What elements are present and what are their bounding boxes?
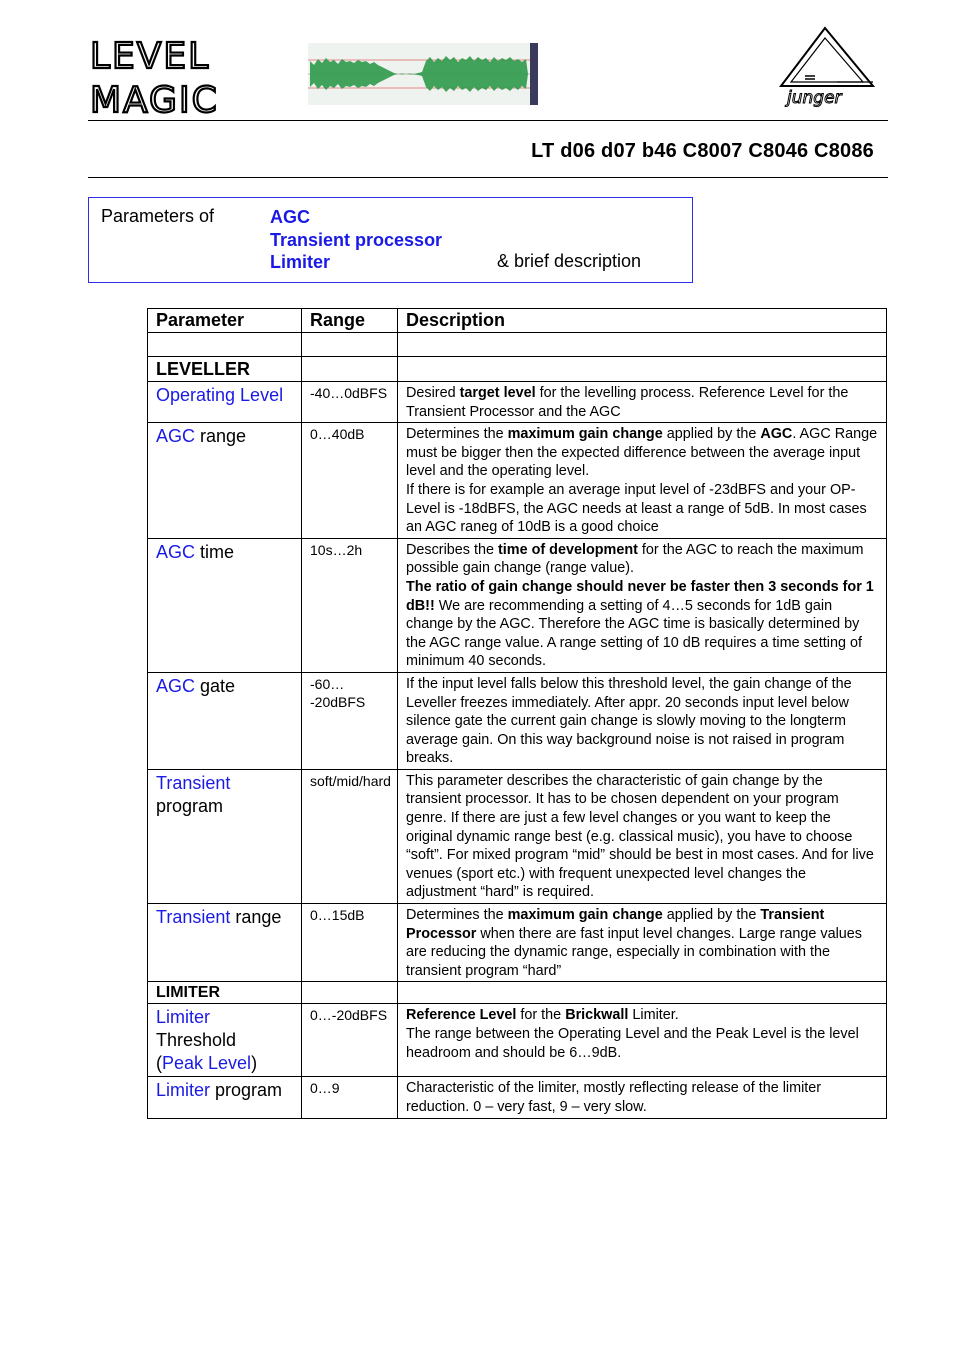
desc-bold: maximum gain change: [507, 907, 663, 924]
desc-text: applied by the: [662, 907, 761, 924]
intro-topic-transient: Transient processor: [270, 229, 443, 250]
param-name: [148, 769, 302, 903]
param-name-prefix: AGC: [156, 541, 196, 562]
param-name: Operating Level: [148, 382, 302, 423]
param-description: [398, 423, 887, 539]
param-name-suffix: time: [195, 541, 235, 562]
table-row: [148, 538, 887, 672]
param-description: Characteristic of the limiter, mostly reflecting release of the limiter reduction. 0 – very fast, 9 – very slow.: [398, 1077, 887, 1118]
desc-text: for the AGC to reach the maximum possible gain change (range value).: [406, 541, 864, 577]
desc-text: Desired: [406, 385, 460, 401]
waveform-image: [308, 43, 538, 105]
table-header-row: [148, 309, 887, 333]
desc-text: when there are fast input level changes. Large range values are reducing the dynamic range, especially in combination with the transient program “hard”: [406, 925, 863, 979]
param-name-prefix: Transient: [156, 907, 231, 928]
desc-text: Determines the: [406, 426, 508, 443]
param-name-alias: Peak Level: [162, 1053, 252, 1074]
junger-brand-logo: [775, 26, 880, 112]
desc-text: Describes the: [406, 541, 498, 558]
section-leveller: LEVELLER: [148, 357, 302, 382]
desc-text: applied by the: [662, 426, 761, 443]
empty-cell: [398, 333, 887, 357]
intro-label: Parameters of: [101, 206, 215, 226]
desc-bold: maximum gain change: [507, 426, 663, 443]
desc-text: for the levelling process. Reference Level for the Transient Processor and the AGC: [406, 385, 849, 420]
desc-text: for the: [516, 1007, 566, 1024]
table-row: [148, 1004, 887, 1077]
header-parameter: Parameter: [148, 309, 302, 333]
param-range: 0…-20dBFS: [302, 1004, 398, 1077]
section-limiter: LIMITER: [148, 982, 302, 1004]
parameter-table: [147, 308, 887, 1119]
level-magic-logo: [90, 38, 270, 118]
section-row-limiter: [148, 982, 887, 1004]
intro-topic-limiter: Limiter: [270, 252, 331, 272]
param-range: -60… -20dBFS: [302, 672, 398, 769]
param-name-prefix: Limiter: [156, 1007, 211, 1028]
param-range: 0…9: [302, 1077, 398, 1118]
param-name: [148, 538, 302, 672]
header-description: Description: [398, 309, 887, 333]
desc-text: The range between the Operating Level and the Peak Level is the level headroom and should be 6…9dB.: [406, 1026, 859, 1061]
param-name-suffix: range: [230, 907, 282, 928]
desc-bold: target level: [459, 385, 536, 401]
desc-text: . AGC Range must be bigger then the expected difference between the average input level and the operating level.: [406, 426, 878, 480]
empty-cell: [302, 357, 398, 382]
desc-bold: The ratio of gain change should never be faster then 3 seconds for 1 dB!!: [406, 578, 874, 614]
param-name-prefix: AGC: [156, 675, 196, 696]
param-name: [148, 423, 302, 539]
param-range: 0…15dB: [302, 904, 398, 982]
svg-text:LEVEL: LEVEL: [90, 38, 211, 77]
param-range: soft/mid/hard: [302, 769, 398, 903]
param-description: [398, 1004, 887, 1077]
section-row-leveller: [148, 357, 887, 382]
table-row: [148, 769, 887, 903]
desc-bold: time of development: [497, 541, 638, 558]
table-row: [148, 904, 887, 982]
empty-cell: [302, 333, 398, 357]
param-name: [148, 1077, 302, 1118]
desc-text: Determines the: [406, 907, 508, 924]
param-description: If the input level falls below this threshold level, the gain change of the Leveller freezes immediately. After appr. 20 seconds input level below silence gate the current gain change is slowly moving to the longterm average gain. On this way background noise is not raised in program breaks.: [398, 672, 887, 769]
paren-close: ): [251, 1053, 258, 1074]
empty-cell: [398, 357, 887, 382]
param-name-suffix: program: [210, 1080, 283, 1101]
param-description: [398, 382, 887, 423]
param-name-prefix: Transient: [156, 772, 231, 793]
svg-text:MAGIC: MAGIC: [90, 80, 219, 118]
desc-text: Limiter.: [628, 1007, 679, 1024]
param-name-suffix: range: [195, 426, 247, 447]
table-row: [148, 1077, 887, 1118]
desc-text: If there is for example an average input level of -23dBFS and your OP-Level is -18dBFS, the AGC needs at least a range of 5dB. In most cases an AGC raneg of 10dB is a good choice: [406, 481, 867, 536]
desc-bold: AGC: [760, 426, 793, 443]
empty-cell: [148, 333, 302, 357]
param-name-suffix: program: [156, 795, 224, 816]
table-empty-row: [148, 333, 887, 357]
intro-topic-agc: AGC: [270, 207, 310, 227]
param-description: [398, 904, 887, 982]
intro-box: [88, 197, 693, 283]
title-divider: [88, 177, 888, 178]
param-description: [398, 538, 887, 672]
param-name-suffix: Threshold: [156, 1030, 237, 1051]
desc-bold: Reference Level: [406, 1007, 517, 1024]
param-name-prefix: AGC: [156, 426, 196, 447]
intro-topic-list: [270, 206, 442, 274]
empty-cell: [398, 982, 887, 1004]
param-description: This parameter describes the characteristic of gain change by the transient processor. It has to be chosen dependent on your program genre. If there are just a few level changes or you want to keep the original dynamic range best (e.g. classical music), you have to choose “soft”. For mixed program “mid” should be best in most cases. And for live venues (sport etc.) with frequent unexpected level changes the adjustment “hard” is required.: [398, 769, 887, 903]
table-row: [148, 382, 887, 423]
table-row: [148, 423, 887, 539]
header-divider: [88, 120, 888, 121]
svg-text:junger: junger: [787, 88, 842, 108]
param-name-prefix: Limiter: [156, 1080, 211, 1101]
param-range: 0…40dB: [302, 423, 398, 539]
param-name: [148, 672, 302, 769]
desc-text: We are recommending a setting of 4…5 seconds for 1dB gain change by the AGC. Therefore the AGC time is basically determined by the AGC range value. A range setting of 10 dB requires a time setting of minimum 40 seconds.: [406, 597, 862, 670]
param-range: 10s…2h: [302, 538, 398, 672]
empty-cell: [302, 982, 398, 1004]
intro-suffix: & brief description: [497, 251, 642, 271]
model-list-title: LT d06 d07 b46 C8007 C8046 C8086: [531, 140, 874, 162]
desc-bold: Transient Processor: [406, 907, 825, 942]
param-range: -40…0dBFS: [302, 382, 398, 423]
header-range: Range: [302, 309, 398, 333]
param-name-suffix: gate: [195, 675, 236, 696]
table-row: [148, 672, 887, 769]
param-name: [148, 1004, 302, 1077]
desc-bold: Brickwall: [565, 1007, 629, 1024]
paren-open: (: [156, 1053, 162, 1074]
param-name: [148, 904, 302, 982]
